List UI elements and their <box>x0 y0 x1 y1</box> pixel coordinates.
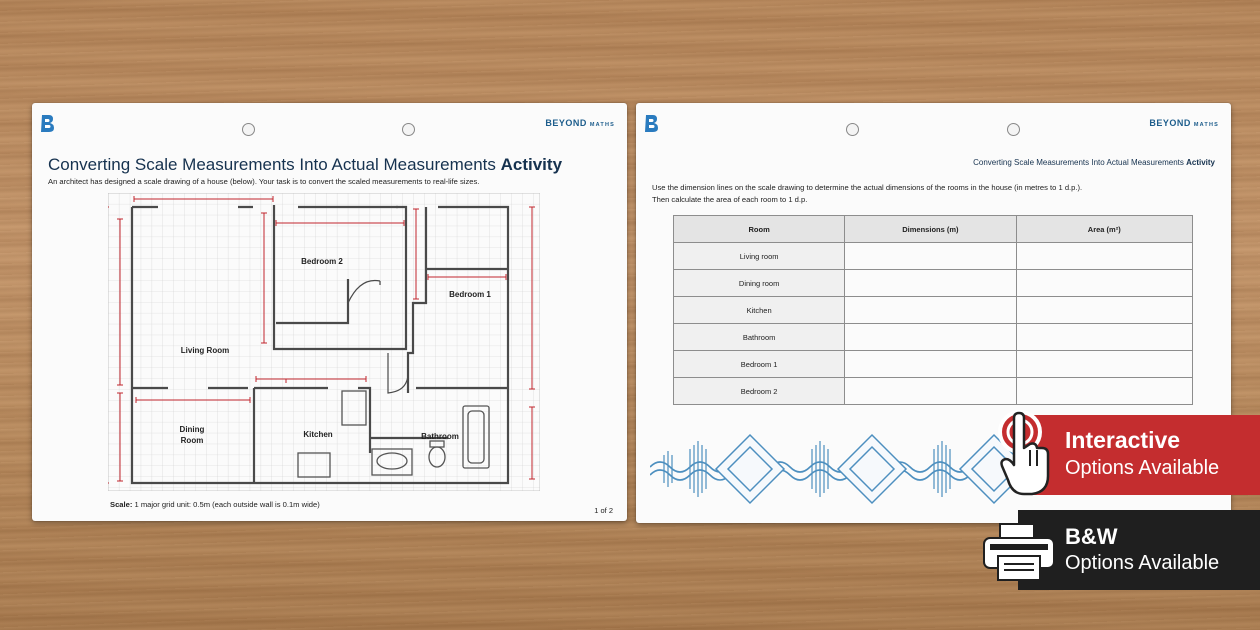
area-cell[interactable] <box>1016 351 1192 378</box>
area-cell[interactable] <box>1016 378 1192 405</box>
room-cell: Living room <box>674 243 845 270</box>
room-cell: Dining room <box>674 270 845 297</box>
room-cell: Bedroom 2 <box>674 378 845 405</box>
room-label-bedroom-1: Bedroom 1 <box>449 290 491 299</box>
room-cell: Kitchen <box>674 297 845 324</box>
room-cell: Bedroom 1 <box>674 351 845 378</box>
room-label-bathroom: Bathroom <box>421 432 459 441</box>
beyond-logo-icon <box>39 113 55 133</box>
dimensions-cell[interactable] <box>845 324 1016 351</box>
area-cell[interactable] <box>1016 270 1192 297</box>
area-cell[interactable] <box>1016 324 1192 351</box>
table-row <box>674 297 1193 324</box>
table-row <box>674 351 1193 378</box>
area-cell[interactable] <box>1016 297 1192 324</box>
floor-plan-drawing <box>108 193 540 491</box>
worksheet-page-1 <box>32 103 627 521</box>
printer-icon <box>980 520 1058 582</box>
page-title: Converting Scale Measurements Into Actual Measurements Activity <box>973 158 1215 167</box>
room-label-kitchen: Kitchen <box>303 430 333 439</box>
room-label-bedroom-2: Bedroom 2 <box>301 257 343 266</box>
table-row <box>674 270 1193 297</box>
interactive-options-badge[interactable] <box>1033 415 1260 495</box>
room-cell: Bathroom <box>674 324 845 351</box>
badge-subtitle: Options Available <box>1065 457 1220 479</box>
room-label-dining-room: Room <box>180 436 204 445</box>
dimensions-cell[interactable] <box>845 378 1016 405</box>
punch-hole <box>1007 123 1020 136</box>
table-row <box>674 324 1193 351</box>
touch-hand-icon <box>994 410 1056 500</box>
table-row <box>674 243 1193 270</box>
instruction-line: Use the dimension lines on the scale drawing to determine the actual dimensions of the rooms in the house (in metres to 1 d.p.). <box>652 183 1083 192</box>
badge-subtitle: Options Available <box>1065 552 1220 574</box>
punch-hole <box>846 123 859 136</box>
dimensions-cell[interactable] <box>845 351 1016 378</box>
dimensions-cell[interactable] <box>845 297 1016 324</box>
brand-name: BEYOND MATHS <box>545 118 615 128</box>
area-cell[interactable] <box>1016 243 1192 270</box>
punch-hole <box>402 123 415 136</box>
badge-title: Interactive <box>1065 427 1181 453</box>
dimensions-cell[interactable] <box>845 270 1016 297</box>
badge-title: B&W <box>1065 524 1118 549</box>
column-header: Dimensions (m) <box>845 216 1016 243</box>
beyond-logo-icon <box>643 113 659 133</box>
page-title: Converting Scale Measurements Into Actual Measurements Activity <box>48 155 563 174</box>
room-label-dining: Dining <box>179 425 205 434</box>
room-label-living-room: Living Room <box>180 346 230 355</box>
table-row <box>674 378 1193 405</box>
column-header: Area (m²) <box>1016 216 1192 243</box>
page-number: 1 of 2 <box>594 506 613 515</box>
instructions <box>652 182 1082 206</box>
column-header: Room <box>674 216 845 243</box>
punch-hole <box>242 123 255 136</box>
scale-note: Scale: 1 major grid unit: 0.5m (each outside wall is 0.1m wide) <box>110 500 320 509</box>
instruction-line: Then calculate the area of each room to 1 d.p. <box>652 195 808 204</box>
brand-name: BEYOND MATHS <box>1149 118 1219 128</box>
intro-text: An architect has designed a scale drawing of a house (below). Your task is to convert the scaled measurements to real-life sizes. <box>48 177 480 186</box>
answer-table <box>673 215 1193 405</box>
dimensions-cell[interactable] <box>845 243 1016 270</box>
